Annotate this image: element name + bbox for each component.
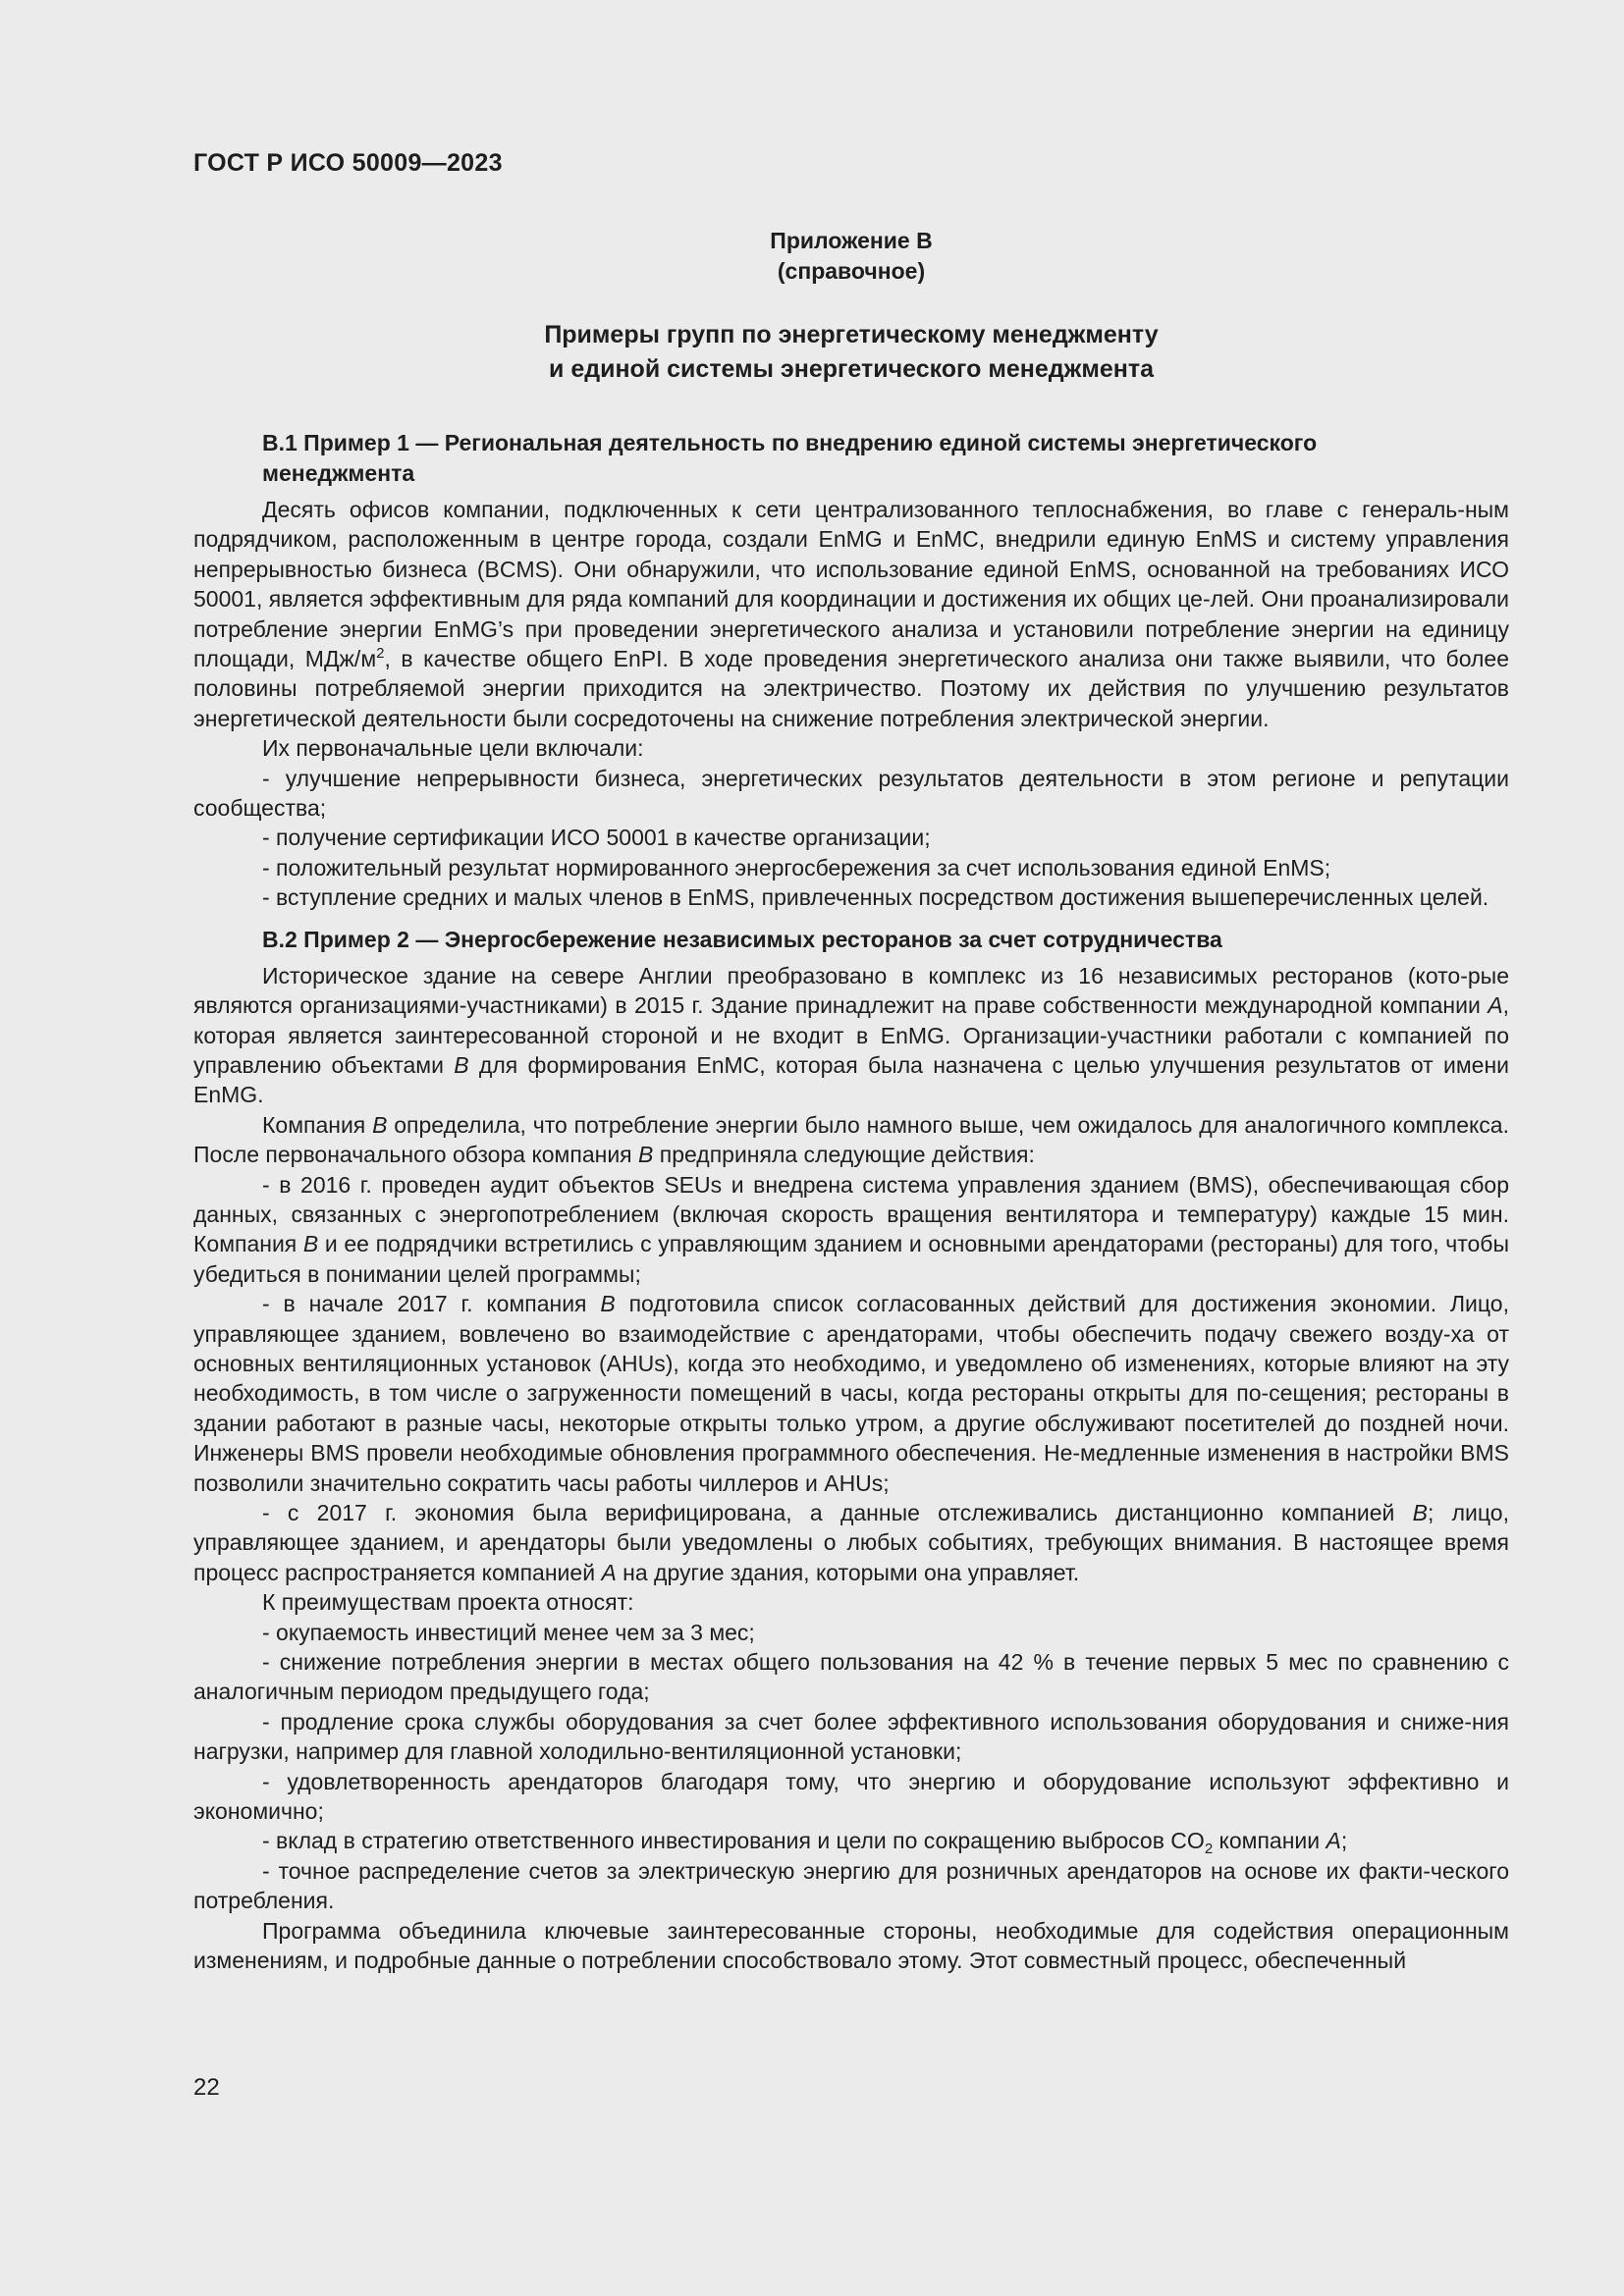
- section-2-paragraph: Компания В определила, что потребление энергии было намного выше, чем ожидалось для аналогичного комплекса. После первоначального обзора компания В предприняла следующие действия:: [193, 1111, 1509, 1168]
- action-item: - с 2017 г. экономия была верифицирована, а данные отслеживались дистанционно компанией В; лицо, управляющее зданием, и арендаторы были уведомлены о любых событиях, требующих внимания. В настоящее время процесс распространяется компанией А на другие здания, которыми она управляет.: [193, 1500, 1509, 1585]
- document-body: [193, 428, 1509, 1976]
- section-1-paragraph: Десять офисов компании, подключенных к сети централизованного теплоснабжения, во главе с генераль-ным подрядчиком, расположенным в центре города, создали EnMG и EnMC, внедрили единую EnMS и систему управления непрерывностью бизнеса (BCMS). Они обнаружили, что использование единой EnMS, основанной на требованиях ИСО 50001, является эффективным для ряда компаний для координации и достижения их общих це-лей. Они проанализировали потребление энергии EnMG’s при проведении энергетического анализа и установили потребление энергии на единицу площади, МДж/$м^2$, в качестве общего EnPI. В ходе проведения энергетического анализа они также выявили, что более половины потребляемой энергии приходится на электричество. Поэтому их действия по улучшению результатов энергетической деятельности были сосредоточены на снижение потребления электрической энергии.: [193, 497, 1509, 731]
- annex-title-line-2: и единой системы энергетического менеджмента: [549, 355, 1154, 383]
- benefit-item: - точное распределение счетов за электрическую энергию для розничных арендаторов на основе их факти-ческого потребления.: [193, 1857, 1509, 1914]
- goal-item: - получение сертификации ИСО 50001 в качестве организации;: [262, 825, 931, 851]
- subscript: 2: [1204, 1841, 1214, 1858]
- superscript: 2: [376, 645, 385, 663]
- benefit-item: - окупаемость инвестиций менее чем за 3 мес;: [262, 1619, 755, 1645]
- annex-label: Приложение В: [770, 228, 933, 253]
- benefit-item: - вклад в стратегию ответственного инвестирования и цели по сокращению выбросов $CO_2$ компании А;: [262, 1828, 1348, 1858]
- annex-title: [193, 318, 1509, 387]
- goal-item: - вступление средних и малых членов в EnMS, привлеченных посредством достижения вышеперечисленных целей.: [262, 884, 1489, 911]
- section-2-heading: В.2 Пример 2 — Энергосбережение независимых ресторанов за счет сотрудничества: [262, 926, 1222, 952]
- closing-paragraph: Программа объединила ключевые заинтересованные стороны, необходимые для содействия операционным изменениям, и подробные данные о потреблении способствовало этому. Этот совместный процесс, обеспеченный: [193, 1917, 1509, 1974]
- benefits-intro: К преимуществам проекта относят:: [262, 1589, 634, 1616]
- benefit-item: - снижение потребления энергии в местах общего пользования на 42 % в течение первых 5 мес по сравнению с аналогичным периодом предыдущего года;: [193, 1649, 1509, 1705]
- action-item: - в начале 2017 г. компания В подготовила список согласованных действий для достижения экономии. Лицо, управляющее зданием, вовлечено во взаимодействие с арендаторами, чтобы обеспечить подачу свежего возду-ха от основных вентиляционных установок (AHUs), когда это необходимо, и уведомлено об изменениях, которые влияют на эту необходимость, в том числе о загруженности помещений в часы, когда рестораны открыты для по-сещения; рестораны в здании работают в разные часы, некоторые открыты только утром, а другие обслуживают посетителей до поздней ночи. Инженеры BMS провели необходимые обновления программного обеспечения. Не-медленные изменения в настройки BMS позволили значительно сократить часы работы чиллеров и AHUs;: [193, 1291, 1509, 1496]
- benefit-item: - удовлетворенность арендаторов благодаря тому, что энергию и оборудование используют эффективно и экономично;: [193, 1768, 1509, 1825]
- action-item: - в 2016 г. проведен аудит объектов SEUs и внедрена система управления зданием (BMS), обеспечивающая сбор данных, связанных с энергопотреблением (включая скорость вращения вентилятора и температуру) каждые 15 мин. Компания В и ее подрядчики встретились с управляющим зданием и основными арендаторами (рестораны) для того, чтобы убедиться в понимании целей программы;: [193, 1171, 1509, 1287]
- benefit-item: - продление срока службы оборудования за счет более эффективного использования оборудования и сниже-ния нагрузки, например для главной холодильно-вентиляционной установки;: [193, 1708, 1509, 1765]
- goals-intro: Их первоначальные цели включали:: [262, 735, 644, 762]
- section-1-heading: В.1 Пример 1 — Региональная деятельность по внедрению единой системы энергетического менеджмента: [262, 430, 1318, 486]
- goal-item: - улучшение непрерывности бизнеса, энергетических результатов деятельности в этом регионе и репутации сообщества;: [193, 765, 1509, 822]
- page-number: 22: [193, 2074, 220, 2101]
- annex-title-line-1: Примеры групп по энергетическому менеджменту: [544, 321, 1159, 348]
- section-2-paragraph: Историческое здание на севере Англии преобразовано в комплекс из 16 независимых ресторанов (кото-рые являются организациями-участниками) в 2015 г. Здание принадлежит на праве собственности международной компании А, которая является заинтересованной стороной и не входит в EnMG. Организации-участники работали с компанией по управлению объектами В для формирования EnMC, которая была назначена с целью улучшения результатов от имени EnMG.: [193, 962, 1509, 1108]
- goal-item: - положительный результат нормированного энергосбережения за счет использования единой EnMS;: [262, 854, 1331, 881]
- document-code: ГОСТ Р ИСО 50009—2023: [193, 149, 503, 177]
- annex-heading: [193, 226, 1509, 287]
- annex-kind: (справочное): [777, 258, 926, 284]
